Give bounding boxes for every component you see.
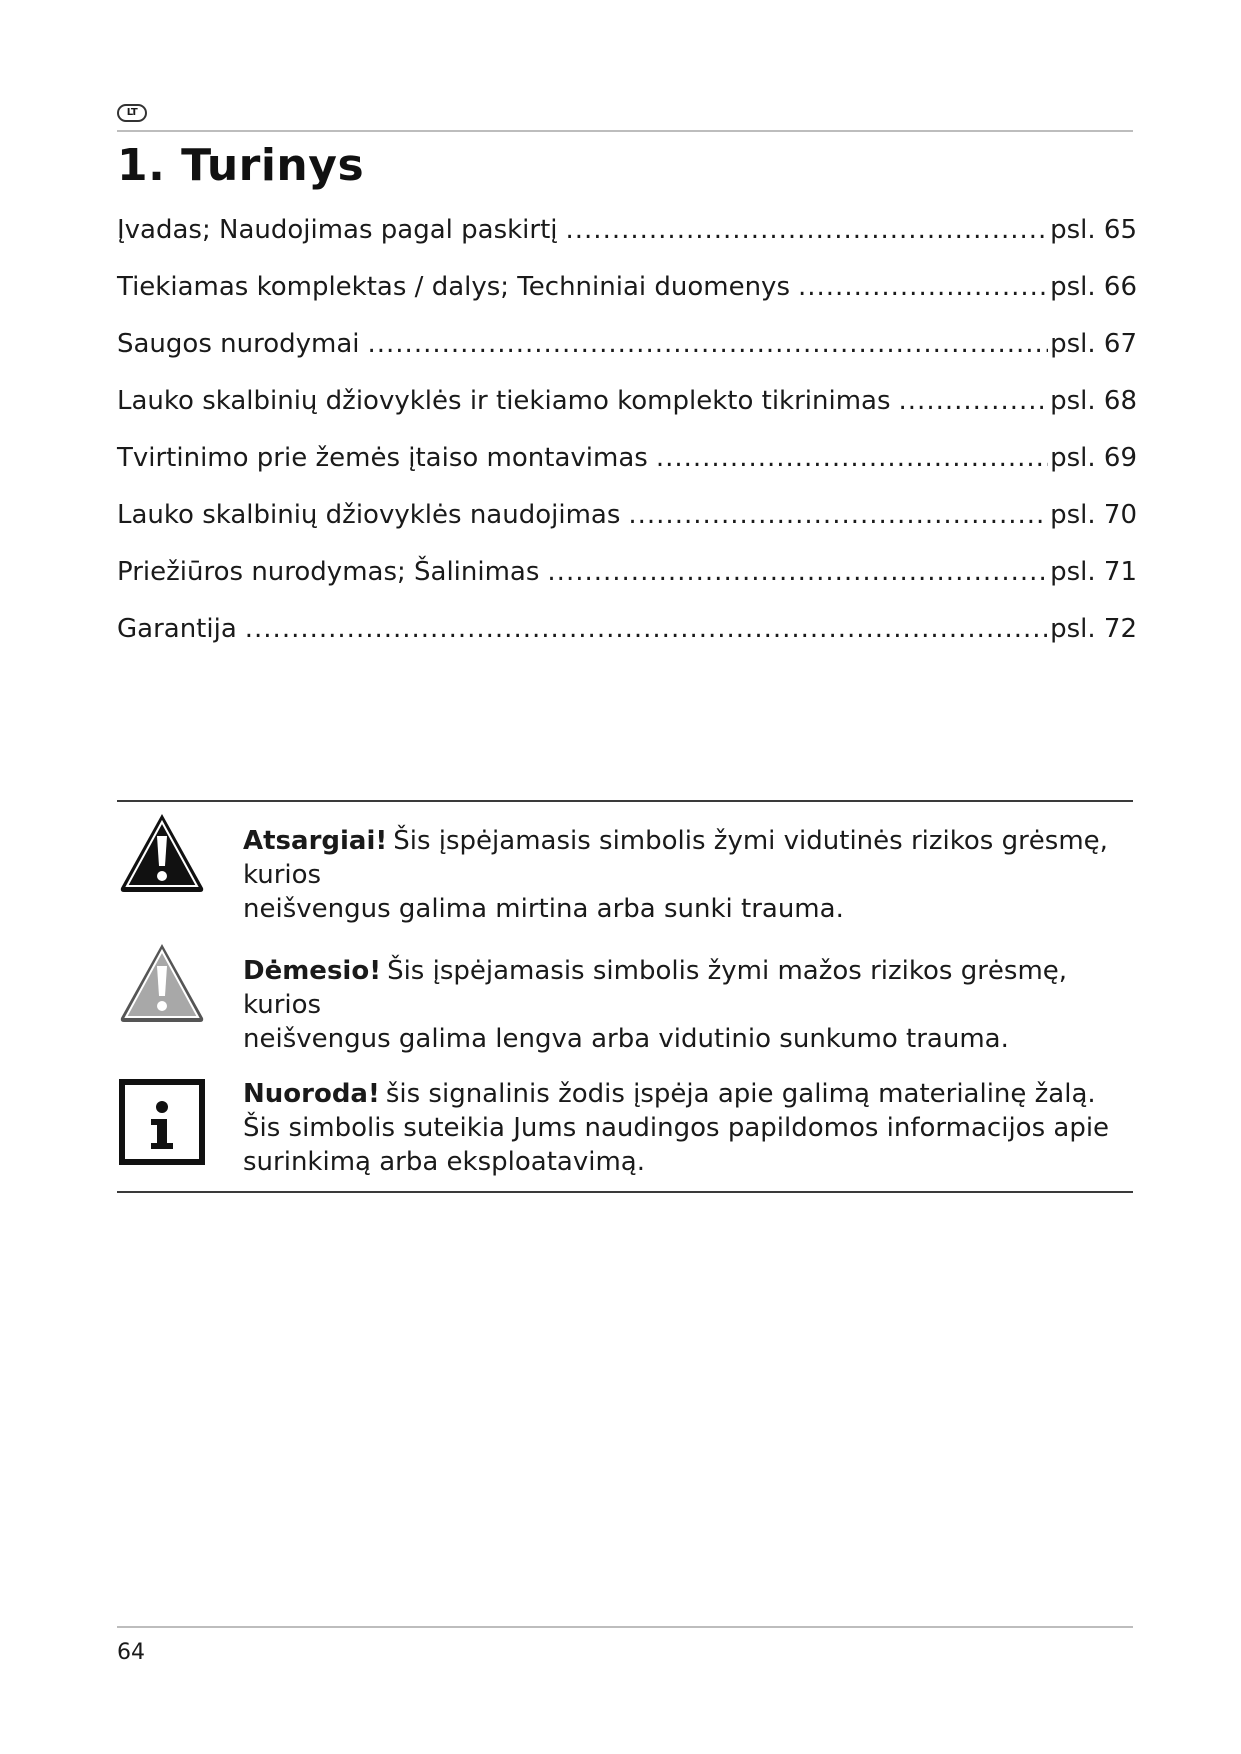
language-badge: LT bbox=[117, 104, 147, 122]
toc-page: psl. 68 bbox=[1050, 386, 1137, 416]
toc-page: psl. 70 bbox=[1050, 500, 1137, 530]
toc-row bbox=[117, 329, 1137, 386]
toc-page: psl. 67 bbox=[1050, 329, 1137, 359]
caution-line-1: Šis įspėjamasis simbolis žymi mažos rizikos grėsmę, kurios bbox=[243, 956, 1068, 1020]
toc-leader bbox=[368, 329, 1049, 359]
toc-label: Garantija bbox=[117, 614, 237, 644]
warning-triangle-black-icon bbox=[117, 808, 207, 898]
toc-label: Priežiūros nurodymas; Šalinimas bbox=[117, 557, 540, 587]
toc-label: Tiekiamas komplektas / dalys; Techniniai duomenys bbox=[117, 272, 790, 302]
info-icon bbox=[117, 1077, 207, 1167]
toc-leader bbox=[245, 614, 1048, 644]
warning-line-1: Šis įspėjamasis simbolis žymi vidutinės rizikos grėsmę, kurios bbox=[243, 826, 1108, 890]
warning-triangle-grey-icon bbox=[117, 938, 207, 1028]
caution-text bbox=[243, 954, 1143, 1056]
warning-keyword: Atsargiai! bbox=[243, 826, 388, 856]
toc-label: Saugos nurodymai bbox=[117, 329, 360, 359]
toc-page: psl. 71 bbox=[1050, 557, 1137, 587]
info-line-3: surinkimą arba eksploatavimą. bbox=[243, 1147, 645, 1177]
page-title: 1. Turinys bbox=[117, 140, 365, 191]
caution-line-2: neišvengus galima lengva arba vidutinio sunkumo trauma. bbox=[243, 1024, 1009, 1054]
toc-row bbox=[117, 215, 1137, 272]
table-of-contents bbox=[117, 215, 1137, 671]
toc-row bbox=[117, 272, 1137, 329]
toc-page: psl. 66 bbox=[1050, 272, 1137, 302]
notices-top-divider bbox=[117, 800, 1133, 802]
toc-row bbox=[117, 386, 1137, 443]
toc-row bbox=[117, 557, 1137, 614]
toc-page: psl. 65 bbox=[1050, 215, 1137, 245]
toc-leader bbox=[628, 500, 1048, 530]
toc-leader bbox=[566, 215, 1049, 245]
toc-leader bbox=[656, 443, 1048, 473]
header-divider bbox=[117, 130, 1133, 132]
toc-row bbox=[117, 614, 1137, 671]
warning-text bbox=[243, 824, 1143, 926]
toc-label: Įvadas; Naudojimas pagal paskirtį bbox=[117, 215, 558, 245]
toc-leader bbox=[798, 272, 1048, 302]
info-text bbox=[243, 1077, 1143, 1179]
toc-page: psl. 72 bbox=[1050, 614, 1137, 644]
page-number: 64 bbox=[117, 1640, 145, 1665]
caution-keyword: Dėmesio! bbox=[243, 956, 382, 986]
toc-label: Lauko skalbinių džiovyklės ir tiekiamo komplekto tikrinimas bbox=[117, 386, 891, 416]
footer-divider bbox=[117, 1626, 1133, 1628]
toc-leader bbox=[547, 557, 1048, 587]
notices-bottom-divider bbox=[117, 1191, 1133, 1193]
toc-row bbox=[117, 443, 1137, 500]
toc-label: Lauko skalbinių džiovyklės naudojimas bbox=[117, 500, 621, 530]
info-line-2: Šis simbolis suteikia Jums naudingos papildomos informacijos apie bbox=[243, 1113, 1110, 1143]
warning-line-2: neišvengus galima mirtina arba sunki trauma. bbox=[243, 894, 844, 924]
info-keyword: Nuoroda! bbox=[243, 1079, 380, 1109]
toc-label: Tvirtinimo prie žemės įtaiso montavimas bbox=[117, 443, 648, 473]
toc-leader bbox=[899, 386, 1049, 416]
info-line-1: šis signalinis žodis įspėja apie galimą materialinę žalą. bbox=[385, 1079, 1096, 1109]
toc-page: psl. 69 bbox=[1050, 443, 1137, 473]
toc-row bbox=[117, 500, 1137, 557]
